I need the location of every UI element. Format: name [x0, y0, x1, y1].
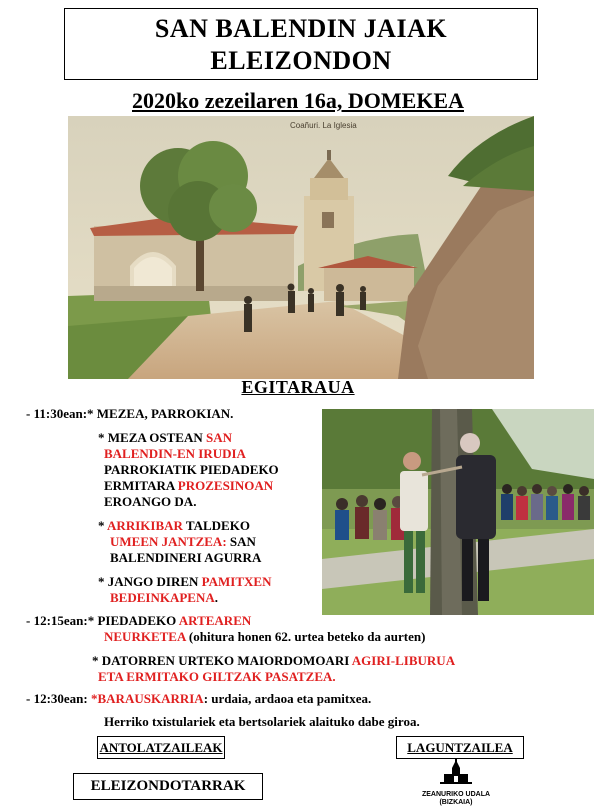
program-1215-line2: NEURKETEA (ohitura honen 62. urtea beteko da aurten): [104, 629, 426, 644]
church-emblem-icon: [436, 758, 476, 786]
program-heading: EGITARAUA: [241, 377, 355, 397]
event-date: 2020ko zezeilaren 16a, DOMEKEA: [132, 88, 464, 113]
program-1130-item1-line5: EROANGO DA.: [104, 494, 197, 509]
program-1130-item2-line3: BALENDINERI AGURRA: [110, 550, 262, 565]
program-1130-item2-line1: * ARRIKIBAR TALDEKO: [98, 518, 250, 533]
sponsor-label: LAGUNTZAILEA: [407, 740, 513, 755]
organizers-name: ELEIZONDOTARRAK: [90, 778, 246, 794]
title-line-2: ELEIZONDON: [210, 46, 392, 75]
ceremony-photo: [322, 409, 594, 615]
postcard-caption: Coañuri. La Iglesia: [290, 121, 357, 130]
title-box: [64, 8, 538, 80]
program-1130-item1-line2: BALENDIN-EN IRUDIA: [104, 446, 246, 461]
program-1130-item3-line2: BEDEINKAPENA.: [110, 590, 218, 605]
program-1130-item3-line1: * JANGO DIREN PAMITXEN: [98, 574, 272, 589]
program-1215-item2-line1: * DATORREN URTEKO MAIORDOMOARI AGIRI-LIBURUA: [92, 653, 456, 668]
logo-line-2: (BIZKAIA): [439, 799, 473, 806]
program-1130-item1-line1: * MEZA OSTEAN SAN: [98, 430, 233, 445]
program-1130-item1-line4: ERMITARA PROZESINOAN: [104, 478, 274, 493]
program-1130-item1-line3: PARROKIATIK PIEDADEKO: [104, 462, 279, 477]
program-1230-line2: Herriko txistulariek eta bertsolariek alaituko dabe giroa.: [104, 714, 420, 729]
church-postcard-image: [68, 116, 534, 379]
program-1215-item2-line2: ETA ERMITAKO GILTZAK PASATZEA.: [98, 669, 336, 684]
program-1130-item2-line2: UMEEN JANTZEA: SAN: [110, 534, 256, 549]
organizers-box: [73, 773, 263, 800]
town-hall-logo: [420, 758, 492, 808]
logo-line-1: ZEANURIKO UDALA: [421, 791, 491, 798]
organizers-label: ANTOLATZAILEAK: [99, 740, 223, 755]
program-1130-mass: - 11:30ean:* MEZEA, PARROKIAN.: [26, 406, 234, 421]
sponsor-label-box: [396, 736, 524, 759]
program-1230-line1: - 12:30ean: *BARAUSKARRIA: urdaia, ardaoa eta pamitxea.: [26, 691, 372, 706]
program-1215-line1: - 12:15ean:* PIEDADEKO ARTEAREN: [26, 613, 252, 628]
title-line-1: SAN BALENDIN JAIAK: [154, 14, 448, 43]
organizers-label-box: [97, 736, 225, 759]
